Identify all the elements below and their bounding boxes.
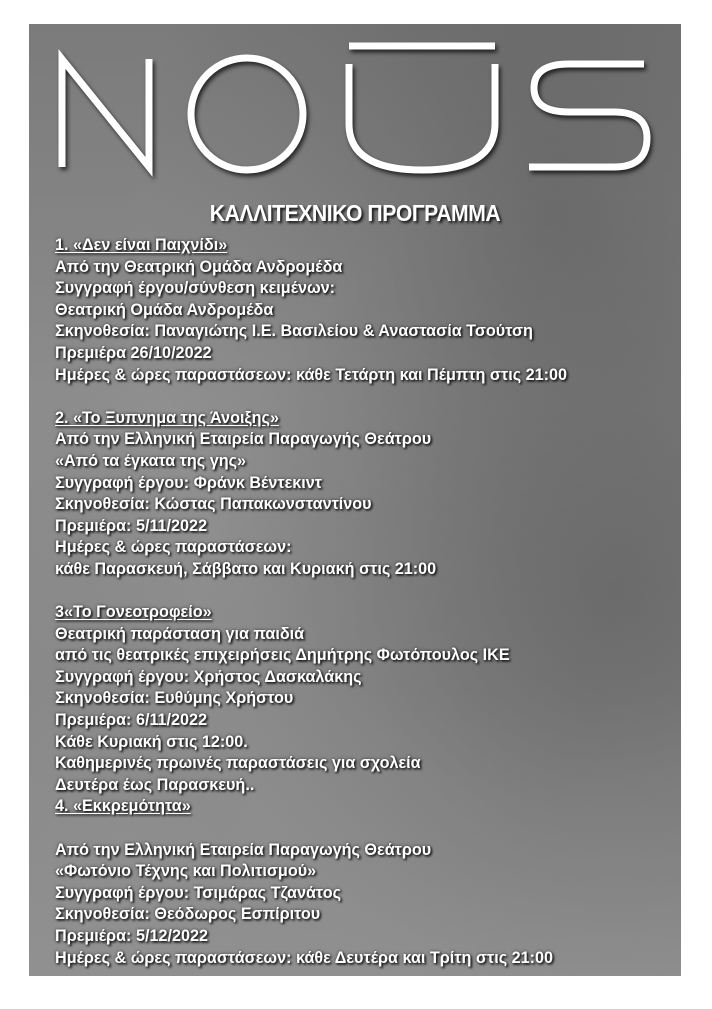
program-heading: ΚΑΛΛΙΤΕΧΝΙΚΟ ΠΡΟΓΡΑΜΜΑ: [209, 200, 501, 226]
spacer: [55, 386, 675, 408]
show-detail-line: Συγγραφή έργου: Τσιμάρας Τζανάτος: [55, 883, 341, 902]
show-detail-line: Πρεμιέρα 26/10/2022: [55, 343, 212, 362]
show-detail-line: Δευτέρα έως Παρασκευή..: [55, 775, 255, 794]
show-detail-line: [55, 818, 675, 840]
show-detail-line: Ημέρες & ώρες παραστάσεων: κάθε Δευτέρα και Τρίτη στις 21:00: [55, 948, 554, 967]
show-detail-line: Πρεμιέρα: 5/12/2022: [55, 927, 208, 945]
show-detail-line: Συγγραφή έργου: Φράνκ Βέντεκιντ: [55, 473, 323, 492]
show-detail-line: Συγγραφή έργου/σύνθεση κειμένων:: [55, 279, 336, 298]
show-detail-line: Σκηνοθεσία: Ευθύμης Χρήστου: [55, 689, 294, 708]
show-detail-line: Πρεμιέρα: 6/11/2022: [55, 711, 208, 730]
show-detail-line: Θεατρική Ομάδα Ανδρομέδα: [55, 300, 274, 319]
show-detail-line: Σκηνοθεσία: Θεόδωρος Εσπίριτου: [55, 905, 321, 924]
show-title: 3«Το Γονεοτροφείο»: [55, 603, 212, 622]
show-entry: [55, 408, 675, 602]
spacer: [55, 581, 675, 603]
show-detail-line: Ημέρες & ώρες παραστάσεων:: [55, 538, 292, 557]
show-detail-line: Σκηνοθεσία: Κώστας Παπακωνσταντίνου: [55, 495, 372, 514]
show-title: 2. «Το Ξυπνημα της Άνοιξης»: [55, 408, 279, 427]
show-entry: [55, 602, 675, 796]
show-detail-line: Από την Θεατρική Ομάδα Ανδρομέδα: [55, 257, 343, 276]
show-title: 1. «Δεν είναι Παιχνίδι»: [55, 236, 228, 254]
show-detail-line: Κάθε Κυριακή στις 12:00.: [55, 732, 248, 751]
show-detail-line: Ημέρες & ώρες παραστάσεων: κάθε Τετάρτη και Πέμπτη στις 21:00: [55, 365, 568, 384]
show-detail-line: Πρεμιέρα: 5/11/2022: [55, 516, 208, 535]
show-detail-line: Σκηνοθεσία: Παναγιώτης Ι.Ε. Βασιλείου & Αναστασία Τσούτση: [55, 322, 533, 341]
show-entry: [55, 235, 675, 408]
show-detail-line: Θεατρική παράσταση για παιδιά: [55, 624, 305, 643]
show-detail-line: Καθημερινές πρωινές παραστάσεις για σχολεία: [55, 754, 421, 773]
poster: [29, 24, 681, 976]
nous-logo: [29, 24, 681, 204]
show-title: 4. «Εκκρεμότητα»: [55, 797, 191, 816]
show-detail-line: Από την Ελληνική Εταιρεία Παραγωγής Θεάτρου: [55, 840, 432, 859]
show-entry: [55, 796, 675, 969]
show-detail-line: «Φωτόνιο Τέχνης και Πολιτισμού»: [55, 862, 317, 881]
show-detail-line: Από την Ελληνική Εταιρεία Παραγωγής Θεάτρου: [55, 430, 432, 449]
show-detail-line: κάθε Παρασκευή, Σάββατο και Κυριακή στις 21:00: [55, 559, 437, 578]
show-detail-line: «Από τα έγκατα της γης»: [55, 451, 247, 470]
program-list: [55, 235, 675, 969]
show-detail-line: από τις θεατρικές επιχειρήσεις Δημήτρης Φωτόπουλος ΙΚΕ: [55, 646, 510, 665]
show-detail-line: Συγγραφή έργου: Χρήστος Δασκαλάκης: [55, 667, 362, 686]
